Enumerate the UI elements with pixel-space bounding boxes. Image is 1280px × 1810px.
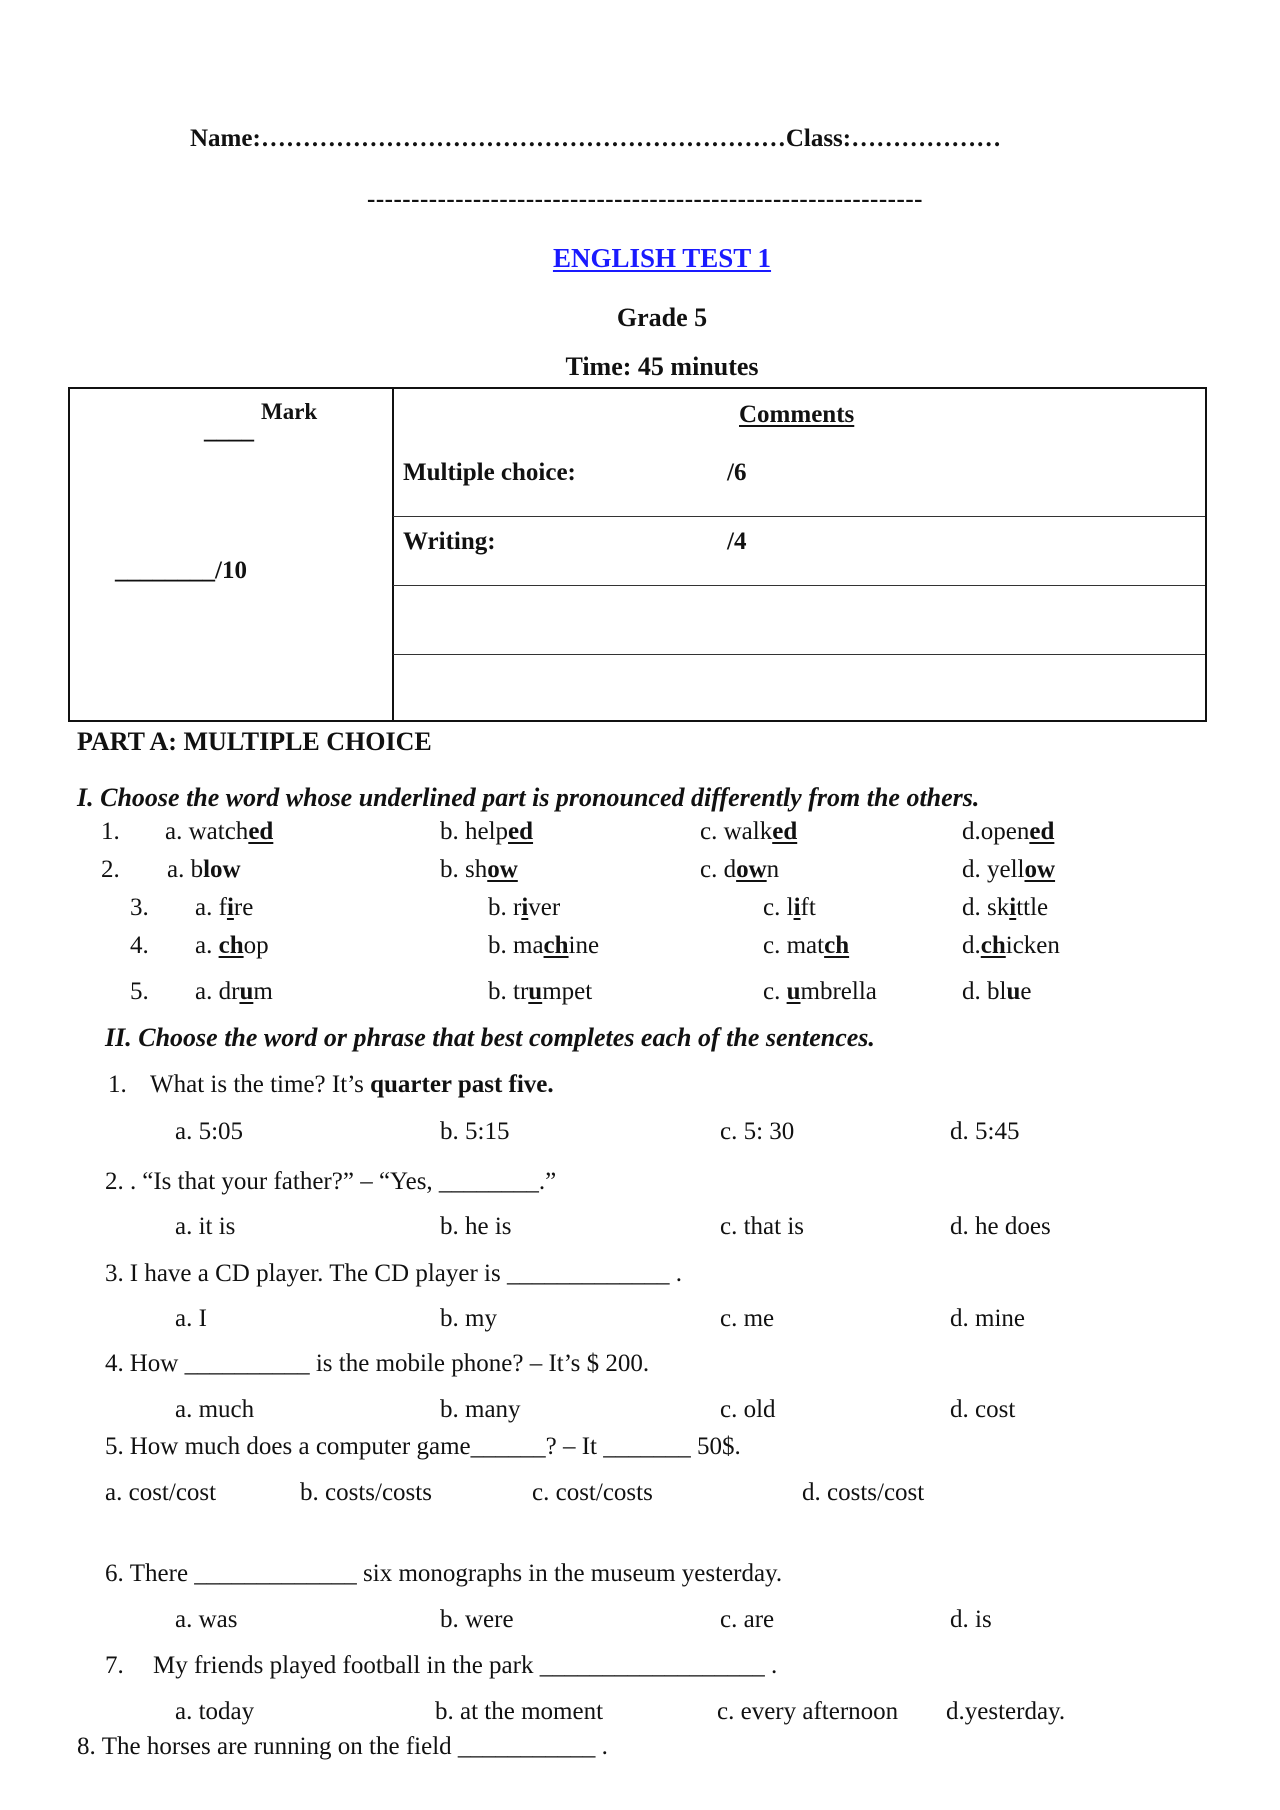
option-text: e — [1020, 978, 1032, 1005]
option-text: d. — [962, 978, 987, 1005]
answer-option[interactable] — [700, 818, 797, 846]
question-text — [105, 1560, 782, 1588]
answer-option[interactable]: b. were — [440, 1606, 514, 1633]
class-field[interactable]: ……………… — [851, 125, 1002, 152]
question-number: 6. — [105, 1560, 124, 1587]
question-text — [105, 1433, 741, 1461]
option-text: mat — [786, 932, 825, 959]
option-text: yell — [987, 856, 1025, 883]
underlined-part: ed — [772, 818, 798, 845]
writing-score: /4 — [727, 528, 747, 555]
question-number: 5. — [130, 978, 149, 1005]
section-1-heading: I. Choose the word whose underlined part is pronounced differently from the others. — [77, 783, 980, 812]
option-text: a. — [195, 978, 219, 1005]
answer-option[interactable] — [962, 856, 1055, 884]
option-text: b. — [440, 818, 465, 845]
answer-option[interactable]: d. cost — [950, 1396, 1016, 1423]
answer-option[interactable] — [195, 894, 253, 922]
question-text — [105, 1260, 682, 1288]
option-text: ver — [528, 894, 561, 921]
option-text: d. — [962, 894, 987, 921]
answer-option[interactable]: c. that is — [720, 1213, 805, 1240]
answer-option[interactable] — [962, 932, 1060, 960]
answer-option[interactable]: a. 5:05 — [175, 1118, 244, 1145]
answer-option[interactable]: d. mine — [950, 1305, 1025, 1332]
option-text: b. — [440, 856, 465, 883]
option-text: b — [190, 856, 204, 883]
answer-option[interactable] — [962, 894, 1048, 922]
multiple-choice-score: /6 — [727, 459, 747, 486]
answer-option[interactable] — [763, 978, 877, 1006]
answer-option[interactable]: d. is — [950, 1606, 992, 1633]
underlined-part: ed — [248, 818, 274, 845]
option-text: ft — [800, 894, 816, 921]
option-text: d. — [962, 932, 981, 959]
answer-option[interactable]: c. old — [720, 1396, 776, 1423]
underlined-part: u — [1006, 978, 1021, 1005]
answer-option[interactable]: a. today — [175, 1698, 255, 1725]
answer-option[interactable]: c. every afternoon — [717, 1698, 899, 1725]
answer-option[interactable]: b. he is — [440, 1213, 512, 1240]
answer-option[interactable]: c. 5: 30 — [720, 1118, 795, 1145]
multiple-choice-label: Multiple choice: — [403, 459, 576, 486]
question-emphasis: quarter past five. — [370, 1071, 554, 1098]
answer-option[interactable]: c. me — [720, 1305, 775, 1332]
answer-option[interactable] — [488, 978, 592, 1006]
answer-option[interactable]: b. costs/costs — [300, 1479, 432, 1506]
answer-option[interactable] — [195, 978, 273, 1006]
underlined-part: u — [528, 978, 543, 1005]
class-label: Class: — [785, 125, 852, 152]
option-text: walk — [723, 818, 773, 845]
answer-option[interactable] — [440, 856, 518, 884]
answer-option[interactable]: c. are — [720, 1606, 775, 1633]
option-text: d — [723, 856, 737, 883]
option-text: f — [218, 894, 227, 921]
answer-option[interactable] — [763, 894, 816, 922]
option-text: c. — [763, 894, 787, 921]
option-text: bl — [987, 978, 1007, 1005]
option-text: c. — [700, 856, 724, 883]
option-text: l — [786, 894, 794, 921]
option-text: a. — [167, 856, 191, 883]
option-text: a. — [195, 932, 219, 959]
test-title: ENGLISH TEST 1 — [552, 243, 772, 273]
answer-option[interactable]: d. 5:45 — [950, 1118, 1020, 1145]
option-text: n — [766, 856, 780, 883]
option-text: re — [233, 894, 254, 921]
table-row-divider — [393, 654, 1205, 655]
option-text: a. — [165, 818, 189, 845]
underlined-part: ch — [218, 932, 244, 959]
option-text: sk — [987, 894, 1010, 921]
option-text: ma — [513, 932, 544, 959]
answer-option[interactable]: a. cost/cost — [105, 1479, 217, 1506]
option-text: d. — [962, 856, 987, 883]
table-row-divider — [393, 516, 1205, 517]
comments-label: Comments — [739, 401, 855, 428]
option-text: tr — [513, 978, 529, 1005]
grade-label: Grade 5 — [616, 303, 708, 332]
answer-option[interactable] — [700, 856, 779, 884]
question-sentence: How __________ is the mobile phone? – It’s $ 200. — [129, 1350, 650, 1377]
mark-total-field[interactable]: ________/10 — [115, 557, 247, 584]
mark-label: Mark — [261, 399, 318, 424]
question-sentence: The horses are running on the field ___________ . — [101, 1733, 608, 1760]
option-text: icken — [1005, 932, 1060, 959]
option-text: b. — [488, 932, 513, 959]
mark-short-blank[interactable]: ____ — [204, 417, 254, 444]
question-number: 4. — [130, 932, 149, 959]
question-sentence: There _____________ six monographs in the museum yesterday. — [129, 1560, 783, 1587]
name-label: Name: — [190, 125, 261, 152]
question-number: 3. — [105, 1260, 124, 1287]
question-text — [108, 1071, 554, 1099]
question-number: 2. . — [105, 1168, 137, 1195]
option-text: mpet — [542, 978, 593, 1005]
answer-option[interactable]: a. much — [175, 1396, 255, 1423]
name-class-line — [190, 125, 1001, 153]
underlined-part: low — [203, 856, 241, 883]
separator-line: --------------------------------------------------------------- — [367, 186, 923, 213]
part-a-title: PART A: MULTIPLE CHOICE — [77, 727, 432, 756]
option-text: ine — [568, 932, 600, 959]
option-text: watch — [188, 818, 249, 845]
option-text: c. — [763, 978, 787, 1005]
answer-option[interactable]: b. 5:15 — [440, 1118, 510, 1145]
name-field[interactable]: ……………………………………………………… — [260, 125, 786, 152]
answer-option[interactable] — [763, 932, 849, 960]
answer-option[interactable] — [195, 932, 269, 960]
option-text: d. — [962, 818, 981, 845]
table-divider — [392, 389, 394, 720]
option-text: ttle — [1016, 894, 1049, 921]
answer-option[interactable] — [962, 818, 1054, 846]
option-text: help — [465, 818, 509, 845]
question-sentence: How much does a computer game______? – It _______ 50$. — [129, 1433, 741, 1460]
underlined-part: u — [239, 978, 254, 1005]
question-number: 1. — [101, 818, 120, 845]
option-text: a. — [195, 894, 219, 921]
question-number: 5. — [105, 1433, 124, 1460]
underlined-part: i — [793, 894, 801, 921]
answer-option[interactable]: d.yesterday. — [946, 1698, 1066, 1725]
answer-option[interactable]: b. many — [440, 1396, 521, 1423]
question-number: 1. — [108, 1071, 127, 1098]
underlined-part: ch — [980, 932, 1006, 959]
answer-option[interactable] — [488, 932, 599, 960]
answer-option[interactable]: d. costs/cost — [802, 1479, 925, 1506]
answer-option[interactable] — [488, 894, 560, 922]
underlined-part: ow — [736, 856, 767, 883]
option-text: m — [253, 978, 273, 1005]
underlined-part: i — [226, 894, 234, 921]
underlined-part: i — [521, 894, 529, 921]
section-2-heading: II. Choose the word or phrase that best completes each of the sentences. — [105, 1023, 875, 1052]
answer-option[interactable]: b. my — [440, 1305, 497, 1332]
option-text: c. — [763, 932, 787, 959]
option-text: dr — [218, 978, 240, 1005]
answer-option[interactable]: b. at the moment — [435, 1698, 604, 1725]
score-table — [68, 387, 1207, 722]
question-number: 2. — [101, 856, 120, 883]
underlined-part: i — [1009, 894, 1017, 921]
underlined-part: u — [786, 978, 801, 1005]
answer-option[interactable] — [167, 856, 241, 884]
underlined-part: ow — [1024, 856, 1056, 883]
underlined-part: ch — [543, 932, 569, 959]
question-text — [105, 1350, 649, 1378]
answer-option[interactable]: d. he does — [950, 1213, 1051, 1240]
option-text: r — [513, 894, 522, 921]
underlined-part: ed — [1029, 818, 1055, 845]
underlined-part: ed — [508, 818, 534, 845]
question-number: 4. — [105, 1350, 124, 1377]
option-text: sh — [465, 856, 488, 883]
option-text: mbrella — [800, 978, 877, 1005]
option-text: op — [243, 932, 269, 959]
question-number: 8. — [77, 1733, 96, 1760]
answer-option[interactable]: c. cost/costs — [532, 1479, 653, 1506]
underlined-part: ch — [824, 932, 850, 959]
answer-option[interactable]: a. it is — [175, 1213, 236, 1240]
question-number: 7. — [105, 1652, 124, 1679]
answer-option[interactable] — [962, 978, 1031, 1006]
answer-option[interactable] — [165, 818, 273, 846]
option-text: b. — [488, 978, 513, 1005]
question-text — [105, 1168, 556, 1196]
question-text — [77, 1733, 608, 1761]
question-sentence: What is the time? It’s — [150, 1071, 371, 1098]
time-label: Time: 45 minutes — [565, 352, 759, 381]
question-sentence: I have a CD player. The CD player is _____________ . — [129, 1260, 682, 1287]
question-sentence: “Is that your father?” – “Yes, ________.” — [142, 1168, 557, 1195]
writing-label: Writing: — [403, 528, 496, 555]
option-text: b. — [488, 894, 513, 921]
question-text — [105, 1652, 777, 1680]
table-row-divider — [393, 585, 1205, 586]
option-text: open — [980, 818, 1030, 845]
answer-option[interactable]: a. I — [175, 1305, 207, 1332]
answer-option[interactable] — [440, 818, 533, 846]
question-number: 3. — [130, 894, 149, 921]
question-sentence: My friends played football in the park __________________ . — [153, 1652, 778, 1679]
underlined-part: ow — [487, 856, 518, 883]
answer-option[interactable]: a. was — [175, 1606, 238, 1633]
option-text: c. — [700, 818, 724, 845]
